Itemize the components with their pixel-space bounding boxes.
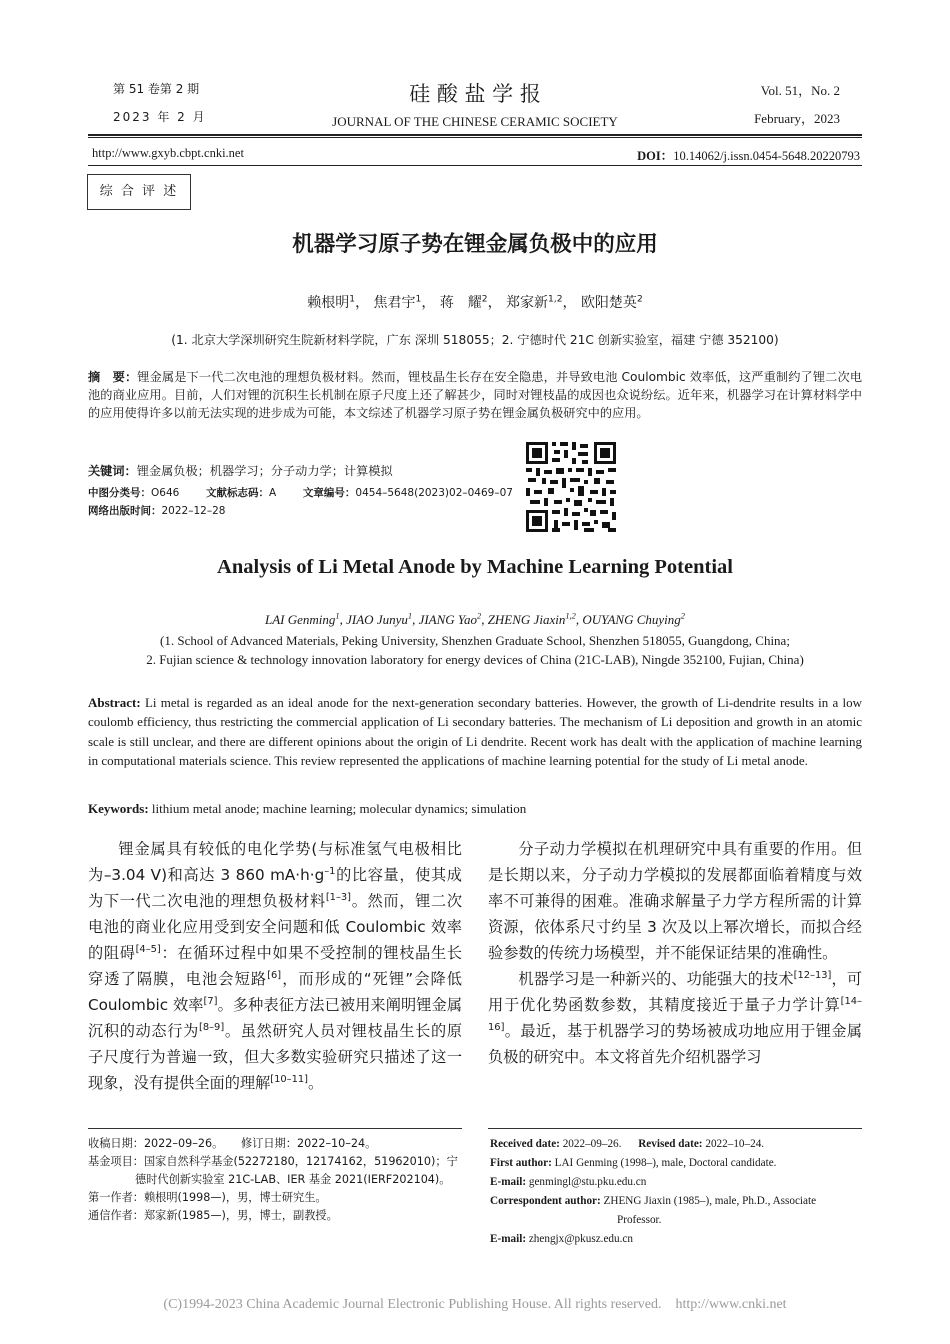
author-cn: 蒋 耀 [439, 295, 482, 311]
authors-en: LAI Genming$^1$, JIAO Junyu$^1$, JIANG Yao$^2$, ZHENG Jiaxin$^{1,2}$, OUYANG Chuying$^2$ [265, 610, 685, 627]
clc-value: O646 [151, 487, 180, 499]
classification-line [88, 485, 513, 500]
abstract-cn-text: 锂金属是下一代二次电池的理想负极材料。然而，锂枝晶生长存在安全隐患，并导致电池 Coulombic 效率低，这严重制约了锂二次电池的商业应用。目前，人们对锂的沉积生长机制在原子尺度上还了解甚少，同时对锂枝晶的成因也众说纷纭。近年来，机器学习在计算材料学中的应用使得许多以前无法实现的进步成为可能，本文综述了机器学习原子势在锂金属负极研究中的应用。 [88, 370, 863, 420]
author-en: OUYANG Chuying [582, 612, 681, 627]
author-en: ZHENG Jiaxin [487, 612, 566, 627]
journal-title-en: JOURNAL OF THE CHINESE CERAMIC SOCIETY [332, 114, 618, 129]
title-en: Analysis of Li Metal Anode by Machine Learning Potential [217, 556, 733, 578]
volume-en: Vol. 51，No. 2 [760, 83, 840, 98]
doi[interactable] [637, 146, 860, 164]
journal-title-cn: 硅 酸 盐 学 报 [409, 82, 541, 106]
author-sup: 1 [335, 610, 340, 621]
footnote-first-author-en: First author: LAI Genming (1998–), male, Doctoral candidate. [490, 1157, 777, 1169]
doc-code-label: 文献标志码： [206, 487, 270, 499]
footnote-email-2[interactable]: E-mail: zhengjx@pkusz.edu.cn [490, 1233, 633, 1245]
clc-label: 中图分类号： [88, 487, 151, 499]
keywords-cn [88, 462, 393, 479]
date-en: February，2023 [754, 111, 840, 126]
article-no-label: 文章编号： [302, 487, 356, 499]
author-sup: 2 [476, 610, 482, 621]
abstract-en [88, 693, 862, 770]
author-sup: 2 [680, 610, 685, 621]
footnote-correspondent-en-cont: Professor. [617, 1214, 662, 1226]
footnotes-cn [88, 1135, 466, 1225]
category-box: 综 合 评 述 [87, 174, 191, 210]
footnote-email-1[interactable]: E-mail: genmingl@stu.pku.edu.cn [490, 1176, 647, 1188]
author-sup: 1,2 [565, 610, 576, 621]
author-sup: 2 [636, 294, 643, 305]
affiliation-en-2: 2. Fujian science & technology innovation laboratory for energy devices of China (21C-LAB), Ningde 352100, Fujian, China) [146, 652, 804, 667]
journal-url[interactable]: http://www.gxyb.cbpt.cnki.net [92, 146, 244, 160]
abstract-en-text: Li metal is regarded as an ideal anode for the next-generation secondary batteries. However, the growth of Li-dendrite results in a low coulomb efficiency, thus restricting the commercial application of Li secondary batteries. The mechanism of Li deposition and growth in an atomic scale is still unclear, and there are different opinions about the origin of Li dendrite. Recent work has dealt with the application of machine learning in computational materials science. This review represented the applications of machine learning potential for the study of Li metal anode. [88, 695, 863, 768]
footnote-dates-en: Received date: 2022–09–26. Revised date: 2022–10–24. [490, 1138, 765, 1150]
copyright-watermark: (C)1994-2023 China Academic Journal Electronic Publishing House. All rights reserved. http://www.cnki.net [163, 1297, 787, 1312]
author-sup: 1,2 [548, 294, 563, 305]
author-sup: 1 [407, 610, 413, 621]
footnote-rule-right [488, 1128, 862, 1129]
keywords-cn-label: 关键词： [88, 464, 137, 478]
header-rule-thin [88, 137, 862, 138]
footnote-fund: 基金项目：国家自然科学基金(52272180，12174162，51962010)；宁德时代创新实验室 21C-LAB、IER 基金 2021(IERF202104)。 [88, 1155, 458, 1186]
author-en: JIANG Yao [418, 612, 477, 627]
article-no-value: 0454–5648(2023)02–0469–07 [355, 487, 513, 499]
keywords-cn-text: 锂金属负极；机器学习；分子动力学；计算模拟 [136, 464, 393, 478]
affiliation-cn: (1. 北京大学深圳研究生院新材料学院，广东 深圳 518055；2. 宁德时代 21C 创新实验室，福建 宁德 352100) [171, 333, 779, 347]
author-en: LAI Genming [265, 612, 336, 627]
doi-value: 10.14062/j.issn.0454-5648.20220793 [673, 149, 860, 163]
online-label: 网络出版时间： [88, 505, 162, 517]
footnote-dates: 收稿日期：2022–09–26。 修订日期：2022–10–24。 [88, 1137, 377, 1150]
header-rule [88, 134, 862, 136]
footnote-corresponding: 通信作者：郑家新(1985—)，男，博士，副教授。 [88, 1209, 338, 1222]
abstract-cn [88, 368, 862, 422]
abstract-en-label: Abstract: [88, 695, 141, 710]
author-cn: 焦君宇 [373, 295, 416, 311]
url-rule [88, 165, 862, 166]
footnotes-en [490, 1135, 862, 1249]
body-column-right [488, 836, 862, 1070]
author-sup: 2 [481, 294, 488, 305]
author-cn: 欧阳楚英 [580, 295, 637, 311]
body-column-left [88, 836, 462, 1096]
author-sup: 1 [349, 294, 356, 305]
body-paragraph: 机器学习是一种新兴的、功能强大的技术[12–13]，可用于优化势函数参数，其精度接近于量子力学计算[14–16]。最近，基于机器学习的势场被成功地应用于锂金属负极的研究中。本文将首先介绍机器学习 [488, 969, 863, 1066]
date-cn: 2023 年 2 月 [113, 110, 207, 124]
abstract-cn-label: 摘 要： [88, 370, 138, 384]
body-paragraph: 锂金属具有较低的电化学势(与标准氢气电极相比为–3.04 V)和高达 3 860 $mA\cdot h\cdot g^{-1}$的比容量，使其成为下一代二次电池的理想负极材料[1–3]。然而，锂二次电池的商业化应用受到安全问题和低 Coulombic 效率的阻碍[4–5]：在循环过程中如果不受控制的锂枝晶生长穿透了隔膜，电池会短路[6]，而形成的“死锂”会降低 Coulombic 效率[7]。多种表征方法已被用来阐明锂金属沉积的动态行为[8–9]。虽然研究人员对锂枝晶生长的原子尺度行为普遍一致，但大多数实验研究只描述了这一现象，没有提供全面的理解[10–11]。 [88, 840, 463, 1092]
author-sup: 1 [415, 294, 422, 305]
footnote-first-author: 第一作者：赖根明(1998—)，男，博士研究生。 [88, 1191, 327, 1204]
footnote-rule-left [88, 1128, 462, 1129]
authors-cn: 赖根明$^1$， 焦君宇$^1$， 蒋 耀$^2$， 郑家新$^{1,2}$， 欧阳楚英$^2$ [307, 294, 643, 311]
affiliation-en-1: (1. School of Advanced Materials, Peking University, Shenzhen Graduate School, Shenzhen 518055, Guangdong, China; [160, 633, 790, 648]
keywords-en [88, 801, 526, 817]
doi-label: DOI： [637, 149, 674, 163]
author-cn: 郑家新 [506, 295, 549, 311]
qr-code-icon[interactable] [524, 440, 618, 534]
title-cn: 机器学习原子势在锂金属负极中的应用 [292, 232, 658, 257]
online-value: 2022–12–28 [161, 505, 226, 517]
footnote-correspondent-en: Correspondent author: ZHENG Jiaxin (1985–), male, Ph.D., Associate [490, 1195, 817, 1207]
author-en: JIAO Junyu [346, 612, 408, 627]
keywords-en-text: lithium metal anode; machine learning; molecular dynamics; simulation [151, 801, 527, 816]
online-date [88, 503, 225, 518]
doc-code-value: A [269, 487, 277, 499]
keywords-en-label: Keywords: [88, 801, 149, 816]
author-cn: 赖根明 [307, 295, 350, 311]
volume-cn: 第 51 卷第 2 期 [113, 82, 200, 96]
body-paragraph: 分子动力学模拟在机理研究中具有重要的作用。但是长期以来，分子动力学模拟的发展都面临着精度与效率不可兼得的困难。准确求解量子力学方程所需的计算资源，依体系尺寸约呈 3 次及以上幂次增长，而拟合经验参数的传统力场模型，并不能保证结果的准确性。 [488, 840, 862, 962]
